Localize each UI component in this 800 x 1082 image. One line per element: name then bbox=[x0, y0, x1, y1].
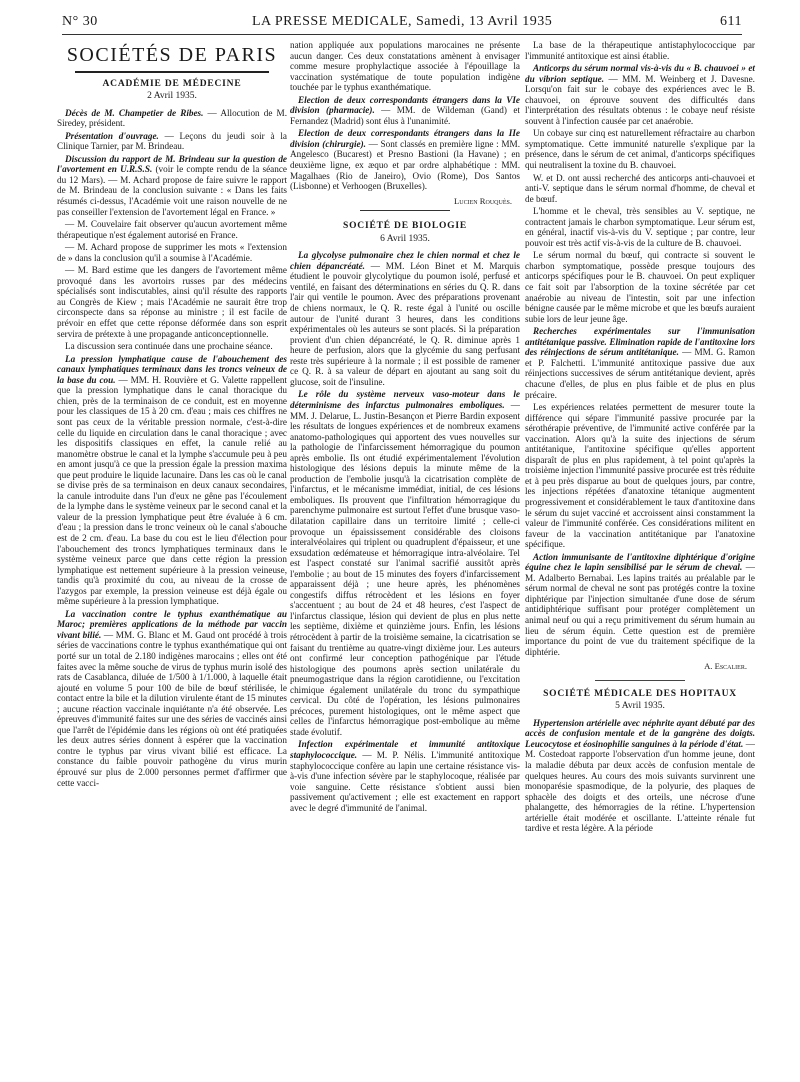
paragraph: Discussion du rapport de M. Brindeau sur la question de l'avortement en U.R.S.S. (voir le compte rendu de la séance du 12 Mars). — M. Achard propose de faire suivre le rapport de M. Brindeau de la conclusion suivante : « Dans les faits résumés ci-dessus, l'Académie voit une raison nouvelle de ne pas conseiller l'extension de l'avortement légal en France. » bbox=[57, 153, 288, 217]
section-title-hopitaux: SOCIÉTÉ MÉDICALE DES HOPITAUX bbox=[543, 688, 737, 699]
paragraph: Un cobaye sur cinq est naturellement réfractaire au charbon symptomatique. Cette immunité naturelle s'explique par la présence, dans le sérum de cet animal, d'anticorps spécifiques qui neutralisent la toxine du B. chauvoei. bbox=[525, 128, 755, 171]
paragraph: La pression lymphatique cause de l'abouchement des canaux lymphatiques terminaux dans les troncs veineux de la base du cou. — MM. H. Rouvière et G. Valette rappellent que la pression lymphatique dans le canal thoracique du chien, près de la terminaison de ce conduit, est en moyenne pour les classiques de 15 à 20 cm. d'eau ; mais ces chiffres ne sont pas ceux de la véritable pression normale, c'est-à-dire celle du liquide en circulation dans le canal thoracique ; avec les dispositifs classiques en effet, la canule relié au manomètre obstrue le canal et la lymphe s'accumule peu à peu en amont jusqu'à ce que la pression égale la pression maxima que peut produire le liquide lacunaire. Dans les cas où le canal se divise près de sa terminaison en deux canaux secondaires, la canule introduite dans l'un d'eux ne gêne pas l'écoulement de la lymphe dans le système veineux par le second canal et la valeur de la pression lymphatique peut être évaluée à 6 cm. d'eau ; la pression dans le tronc veineux où le canal s'abouche est de 2 cm. d'eau. La base du cou est le lieu d'élection pour l'abouchement des troncs lymphatiques terminaux dans le système veineux parce que dans cette région la pression lymphatique est nettement supérieure à la pression veineuse, tandis qu'à proximité du cou, au niveau de la crosse de l'azygos par exemple, la pression veineuse est déjà égale ou même supérieure à la pression lymphatique. bbox=[57, 353, 287, 607]
paragraph: Election de deux correspondants étrangers dans la IIe division (chirurgie). — Sont classés en première ligne : MM. Angelesco (Bucarest) et Presno Bastioni (la Havane) ; en deuxième ligne, ex æquo et par ordre alphabétique : MM. Magalhaes (Rio de Janeiro), Ovio (Rome), Dos Santos (Lisbonne) et Verhoogen (Bruxelles). bbox=[290, 128, 520, 192]
paragraph: La glycolyse pulmonaire chez le chien normal et chez le chien dépancréaté. — MM. Léon Binet et M. Marquis étudient le pouvoir glycolytique du poumon isolé, perfusé et ventilé, en faisant des déterminations en séries du Q. R. dans l'air qui ventile le poumon. Avec des préparations provenant de chiens normaux, le Q. R. reste égal à l'unité ou oscille autour de l'unité durant 3 heures, dans les conditions expérimentales où les auteurs se sont placés. Si la préparation provient d'un chien dépancréaté, le Q. R. diminue après 1 heure de perfusion, alors que la glycémie du sang perfusant reste très supérieure à la normale ; il est possible de ramener ce Q. R. à sa valeur de départ en ajoutant au sang soit du glucose, soit de l'insuline. bbox=[290, 250, 520, 387]
paragraph: Action immunisante de l'antitoxine diphtérique d'origine équine chez le lapin sensibilisé par le sérum de cheval. — M. Adalberto Bernabai. Les lapins traités au préalable par le sérum normal de cheval ne sont pas protégés contre la toxine diphtérique par l'injection simultanée d'une dose de sérum antidiphtérique suffisant pour protéger complètement un animal neuf ou qui a reçu primitivement du sérum humain au lieu de sérum équin. Cette question est de première importance du point de vue du traitement spécifique de la diphtérie. bbox=[525, 551, 755, 657]
paragraph: — M. Couvelaire fait observer qu'aucun avortement même thérapeutique n'est également autorisé en France. bbox=[57, 219, 287, 240]
section-divider bbox=[595, 680, 685, 681]
paragraph: Election de deux correspondants étrangers dans la VIe division (pharmacie). — MM. de Wildeman (Gand) et Fernandez (Madrid) sont élus à l'unanimité. bbox=[290, 94, 520, 126]
section-date-academie: 2 Avril 1935. bbox=[147, 91, 197, 102]
page-number: 611 bbox=[720, 14, 742, 29]
paragraph: nation appliquée aux populations marocaines ne présente aucun danger. Ces deux constatations amènent à envisager comme mesure prophylactique associée à l'épouillage la vaccination systématique de toute population indigène touchée par le typhus exanthématique. bbox=[290, 40, 520, 93]
title-rule bbox=[75, 71, 269, 73]
signature-rouques: Lucien Rouquès. bbox=[454, 195, 512, 206]
paragraph: La vaccination contre le typhus exanthématique au Maroc; premières applications de la méthode par vaccin vivant bilié. — MM. G. Blanc et M. Gaud ont procédé à trois séries de vaccinations contre le typhus exanthématique qui ont porté sur un total de 2.180 indigènes marocains ; elles ont été faites avec la même souche de virus de typhus murin isolé des rats de Casablanca, diluée de 1/500 à 1/1.000, à laquelle était ajouté en volume 5 pour 100 de bile de bœuf stérilisée, le contact entre la bile et la dilution virulente étant de 15 minutes ; aucune réaction vaccinale inquiétante n'a été observée. Les épreuves d'immunité faites sur une des séries de vaccinés ainsi que l'arrêt de l'épidémie dans les régions où ont été pratiquées les deux autres séries donnent à espérer que la vaccination contre le typhus par virus vivant bilié est efficace. La constance du faible pouvoir pathogène du virus murin éprouvé sur plus de 2.000 personnes permet d'affirmer que cette vacci- bbox=[57, 608, 287, 788]
paragraph: — M. Achard propose de supprimer les mots « l'extension de » dans la conclusion qu'il a soumise à l'Académie. bbox=[57, 242, 287, 263]
signature-escalier: A. Escalier. bbox=[704, 661, 747, 672]
paragraph: Hypertension artérielle avec néphrite ayant débuté par des accès de confusion mentale et de la gangrène des doigts. Leucocytose et éosinophilie sanguines à la période d'état. — M. Costedoat rapporte l'observation d'un homme jeune, dont la maladie débuta par deux accès de confusion mentale de quelques heures. Au cours des mois suivants survinrent une monoparésie spasmodique, de la polyurie, des plaques de sphacèle des doigts et des orteils, une nécrose d'une phalangette, des hémorragies de la rétine. L'hypertension artérielle était modérée et oscillante. L'atteinte rénale fut tardive et resta légère. A la période bbox=[525, 717, 755, 834]
section-title-biologie: SOCIÉTÉ DE BIOLOGIE bbox=[343, 221, 467, 232]
column-3 bbox=[525, 40, 755, 836]
main-title: SOCIÉTÉS DE PARIS bbox=[66, 44, 278, 66]
section-divider bbox=[360, 210, 450, 211]
issue-number: N° 30 bbox=[62, 14, 98, 29]
column-1 bbox=[57, 40, 287, 790]
paragraph: L'homme et le cheval, très sensibles au V. septique, ne contractent jamais le charbon symptomatique. Leur sérum est, en général, inactif vis-à-vis du V. septique ; par contre, leur pouvoir est très actif vis-à-vis de la culture de B. chauvoei. bbox=[525, 206, 755, 248]
paragraph: — M. Bard estime que les dangers de l'avortement même provoqué dans les avortoirs russes par des médecins spécialisés sont indiscutables, ainsi qu'il résulte des rapports au Congrès de Kiew ; mais l'Académie ne saurait être trop circonspecte dans sa réponse au ministre ; il est facile de prévoir en effet que cette réponse déformée dans son esprit servira de prétexte à une propagande anticonceptionnelle. bbox=[57, 265, 287, 339]
paragraph: Les expériences relatées permettent de mesurer toute la différence qui sépare l'immunité passive procurée par la sérothérapie préventive, de l'immunité active conférée par la vaccination. Alors qu'à la suite des injections de sérum antitétanique, l'antitoxine spécifique qu'elles apportent disparaît de plus en plus rapidement, à tel point qu'après la troisième injection l'immunité passive procurée est très réduite et à peu près disparue au bout de quelques jours, par contre, les injections répétées d'anatoxine tétanique augmentent progressivement et considérablement le taux d'antitoxine dans le sérum du sujet vacciné et accroissent ainsi constamment la valeur de l'immunité conférée. Ces considérations militent en faveur de la vaccination antitétanique par l'anatoxine spécifique. bbox=[525, 402, 755, 550]
paragraph: La base de la thérapeutique antistaphylococcique par l'immunité antitoxique est ainsi établie. bbox=[525, 40, 755, 61]
paragraph: Le rôle du système nerveux vaso-moteur dans le déterminisme des infarctus pulmonaires emboliques. — MM. J. Delarue, L. Justin-Besançon et Pierre Bardin exposent les résultats de longues expériences et de nombreux examens anatomo-pathologiques qui apportent des vues nouvelles sur la pathologie de l'infarcissement hémorragique du poumon après embolie. Ils ont étudié expérimentalement l'évolution histologique des lésions depuis la minute même de la production de l'embolie jusqu'à la cicatrisation complète de l'infarctus, et le mécanisme immédiat, initial, de ces lésions emboliques. Ils prouvent que l'infiltration hémorragique du parenchyme pulmonaire est surtout l'effet d'une brusque vaso-dilatation capillaire dans un territoire limité ; celle-ci provoque un épaississement considérable des cloisons interalvéolaires qui triplent ou quadruplent d'épaisseur, et une exsudation œdémateuse et hémorragique intra-alvéolaire. Tel est l'aspect constaté sur l'animal sacrifié aussitôt après l'embolie ; au bout de 15 minutes des foyers d'infarcissement apparaissent déjà ; une heure après, les phénomènes congestifs diffus rétrocèdent et les lésions en foyer s'accentuent ; au bout de 24 et 48 heures, c'est l'aspect de l'infarctus classique, lésion qui devient de plus en plus nette les septième, dixième et quinzième jours. Enfin, les lésions rétrocèdent à partir de la troisième semaine, la cicatrisation se faisant du trentième au quatre-vingt dixième jour. Les auteurs ont confirmé leur conception pathogénique par l'étude histologique des poumons après section unilatérale du pneumogastrique dans la région carotidienne, ou l'excitation chimique également unilatérale du tronc du sympathique cervical. Du côté de l'opération, les lésions pulmonaires précoces, purement histologiques, ont le même aspect que celles de l'infarctus hémorragique post-embolique au même stade évolutif. bbox=[290, 389, 520, 737]
paragraph: W. et D. ont aussi recherché des anticorps anti-chauvoei et anti-V. septique dans le sérum normal d'homme, de cheval et de bœuf. bbox=[525, 172, 755, 204]
page-header bbox=[62, 14, 742, 34]
paragraph: Le sérum normal du bœuf, qui contracte si souvent le charbon symptomatique, possède presque toujours des anticorps spécifiques pour le B. chauvoei. On peut expliquer ce fait soit par l'absorption de la toxine sécrétée par cet anaérobie au niveau de l'intestin, soit par une infection bénigne causée par le même microbe et que les bœufs auraient subie lors de leur jeune âge. bbox=[525, 250, 755, 324]
paragraph: La discussion sera continuée dans une prochaine séance. bbox=[65, 341, 273, 352]
paragraph: Anticorps du sérum normal vis-à-vis du « B. chauvoei » et du vibrion septique. — MM. M. Weinberg et J. Davesne. Lorsqu'on fait sur le cobaye des expériences avec le B. chauvoei, on éprouve souvent des difficultés dans l'interprétation des résultats obtenus : le cobaye neuf résiste souvent à l'infection causée par cet anaérobie. bbox=[525, 63, 755, 126]
paragraph: Recherches expérimentales sur l'immunisation antitétanique passive. Elimination rapide de l'antitoxine lors des réinjections de sérum antitétanique. — MM. G. Ramon et P. Falchetti. L'immunité antitoxique passive due aux réinjections successives de sérum antitétanique devient, après chacune d'elles, de plus en plus faible et de plus en plus précaire. bbox=[525, 326, 755, 400]
column-2 bbox=[290, 40, 520, 815]
paragraph: Présentation d'ouvrage. — Leçons du jeudi soir à la Clinique Tarnier, par M. Brindeau. bbox=[57, 130, 287, 152]
journal-title: LA PRESSE MEDICALE, Samedi, 13 Avril 1935 bbox=[252, 14, 553, 29]
header-rule bbox=[62, 34, 742, 35]
section-title-academie: ACADÉMIE DE MÉDECINE bbox=[102, 78, 242, 89]
paragraph: Décès de M. Champetier de Ribes. — Allocution de M. Siredey, président. bbox=[57, 107, 287, 129]
paragraph: Infection expérimentale et immunité antitoxique staphylococcique. — M. P. Nélis. L'immunité antitoxique staphylococcique confère au lapin une certaine résistance vis-à-vis d'une infection sévère par le staphylocoque, réalisée par voie sanguine. Cette résistance s'obtient aussi bien passivement qu'activement ; elle est exactement en rapport avec le degré d'immunité de l'animal. bbox=[290, 739, 520, 813]
section-date-hopitaux: 5 Avril 1935. bbox=[615, 701, 665, 712]
section-date-biologie: 6 Avril 1935. bbox=[380, 233, 430, 244]
